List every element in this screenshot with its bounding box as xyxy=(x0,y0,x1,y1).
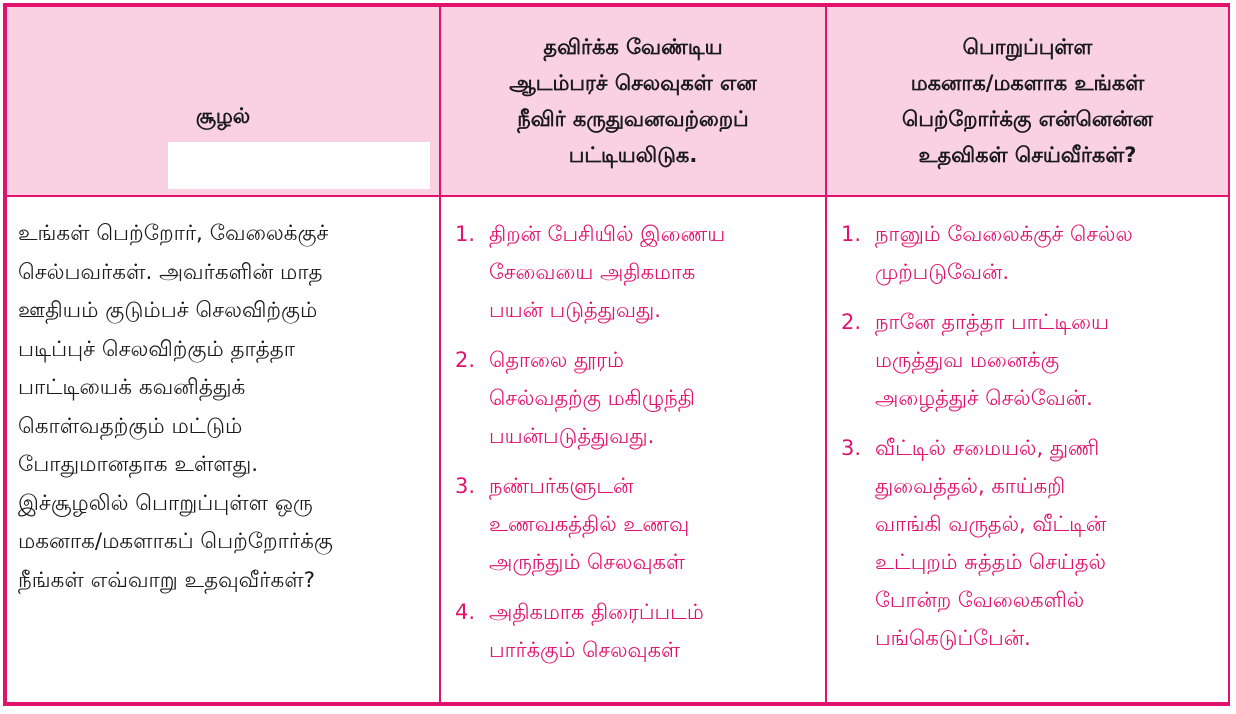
scenario-cell xyxy=(6,196,440,703)
header-help-line: உதவிகள் செய்வீர்கள்? xyxy=(918,143,1137,167)
avoid-expenses-cell xyxy=(440,196,826,703)
list-item-number: 4. xyxy=(455,600,476,624)
list-item-line: அழைத்துச் செல்வேன். xyxy=(875,386,1093,410)
activity-table xyxy=(5,5,1230,704)
list-item-line: அதிகமாக திரைப்படம் xyxy=(489,600,704,624)
scenario-line: போதுமானதாக உள்ளது. xyxy=(18,452,259,477)
list-item-line: உணவகத்தில் உணவு xyxy=(489,512,690,536)
header-situation-label: சூழல் xyxy=(195,104,251,128)
list-item-number: 1. xyxy=(455,222,476,246)
scenario-line: கொள்வதற்கும் மட்டும் xyxy=(18,413,243,439)
list-item-line: நானும் வேலைக்குச் செல்ல xyxy=(875,222,1133,246)
list-item-line: நானே தாத்தா பாட்டியை xyxy=(875,310,1109,334)
list-item-line: உட்புறம் சுத்தம் செய்தல் xyxy=(875,550,1106,574)
avoid-expenses-list xyxy=(455,215,817,669)
content-row xyxy=(6,196,1229,703)
list-item xyxy=(841,429,1220,657)
header-avoid-line: ஆடம்பரச் செலவுகள் என xyxy=(509,71,757,95)
list-item-line: பார்க்கும் செலவுகள் xyxy=(489,638,680,662)
header-help-line: பொறுப்புள்ள xyxy=(962,35,1093,59)
scenario-line: படிப்புச் செலவிற்கும் தாத்தா xyxy=(18,336,296,362)
list-item xyxy=(455,593,817,669)
list-item-text xyxy=(489,467,817,581)
list-item-line: சேவையை அதிகமாக xyxy=(489,260,696,284)
list-item xyxy=(455,215,817,329)
scenario-line: உங்கள் பெற்றோர், வேலைக்குச் xyxy=(18,221,329,246)
list-item-text xyxy=(489,215,817,329)
header-avoid-line: நீவிர் கருதுவனவற்றைப் xyxy=(517,107,749,131)
header-row xyxy=(6,6,1229,196)
list-item xyxy=(841,303,1220,417)
list-item xyxy=(841,215,1220,291)
list-item-line: பயன்படுத்துவது. xyxy=(489,424,655,448)
list-item-text xyxy=(875,429,1220,657)
list-item-number: 2. xyxy=(455,348,476,372)
header-avoid-line: பட்டியலிடுக. xyxy=(568,143,698,167)
list-item-line: போன்ற வேலைகளில் xyxy=(875,588,1085,612)
list-item-line: செல்வதற்கு மகிழுந்தி xyxy=(489,386,695,410)
scenario-line: பாட்டியைக் கவனித்துக் xyxy=(18,375,246,400)
scenario-line: செல்பவர்கள். அவர்களின் மாத xyxy=(18,259,323,285)
list-item-line: நண்பர்களுடன் xyxy=(489,474,634,498)
scenario-line: இச்சூழலில் பொறுப்புள்ள ஒரு xyxy=(18,490,313,516)
header-help-line: மகனாக/மகளாக உங்கள் xyxy=(910,71,1145,95)
scenario-line: நீங்கள் எவ்வாறு உதவுவீர்கள்? xyxy=(18,567,316,593)
list-item-number: 2. xyxy=(841,310,862,334)
list-item-line: மருத்துவ மனைக்கு xyxy=(875,348,1060,372)
list-item-line: வீட்டில் சமையல், துணி xyxy=(875,436,1100,460)
list-item-line: துவைத்தல், காய்கறி xyxy=(875,474,1066,498)
list-item-text xyxy=(875,215,1220,291)
scenario-line: ஊதியம் குடும்பச் செலவிற்கும் xyxy=(18,298,318,323)
list-item-line: திறன் பேசியில் இணைய xyxy=(489,222,726,246)
list-item xyxy=(455,341,817,455)
list-item-number: 1. xyxy=(841,222,862,246)
scenario-line: மகனாக/மகளாகப் பெற்றோர்க்கு xyxy=(18,529,333,554)
list-item-line: வாங்கி வருதல், வீட்டின் xyxy=(875,512,1107,536)
list-item xyxy=(455,467,817,581)
header-help-parents xyxy=(826,6,1229,196)
list-item-number: 3. xyxy=(455,474,476,498)
list-item-number: 3. xyxy=(841,436,862,460)
blank-answer-box xyxy=(168,142,430,189)
list-item-text xyxy=(489,341,817,455)
header-situation xyxy=(6,6,440,196)
header-avoid-expenses xyxy=(440,6,826,196)
header-help-line: பெற்றோர்க்கு என்னென்ன xyxy=(902,107,1153,131)
list-item-line: பயன் படுத்துவது. xyxy=(489,298,661,322)
list-item-line: பங்கெடுப்பேன். xyxy=(875,626,1031,650)
list-item-line: முற்படுவேன். xyxy=(875,260,1010,284)
help-parents-list xyxy=(841,215,1220,657)
list-item-text xyxy=(489,593,817,669)
list-item-text xyxy=(875,303,1220,417)
help-parents-cell xyxy=(826,196,1229,703)
header-avoid-line: தவிர்க்க வேண்டிய xyxy=(543,35,723,59)
list-item-line: தொலை தூரம் xyxy=(489,348,624,372)
list-item-line: அருந்தும் செலவுகள் xyxy=(489,550,685,574)
